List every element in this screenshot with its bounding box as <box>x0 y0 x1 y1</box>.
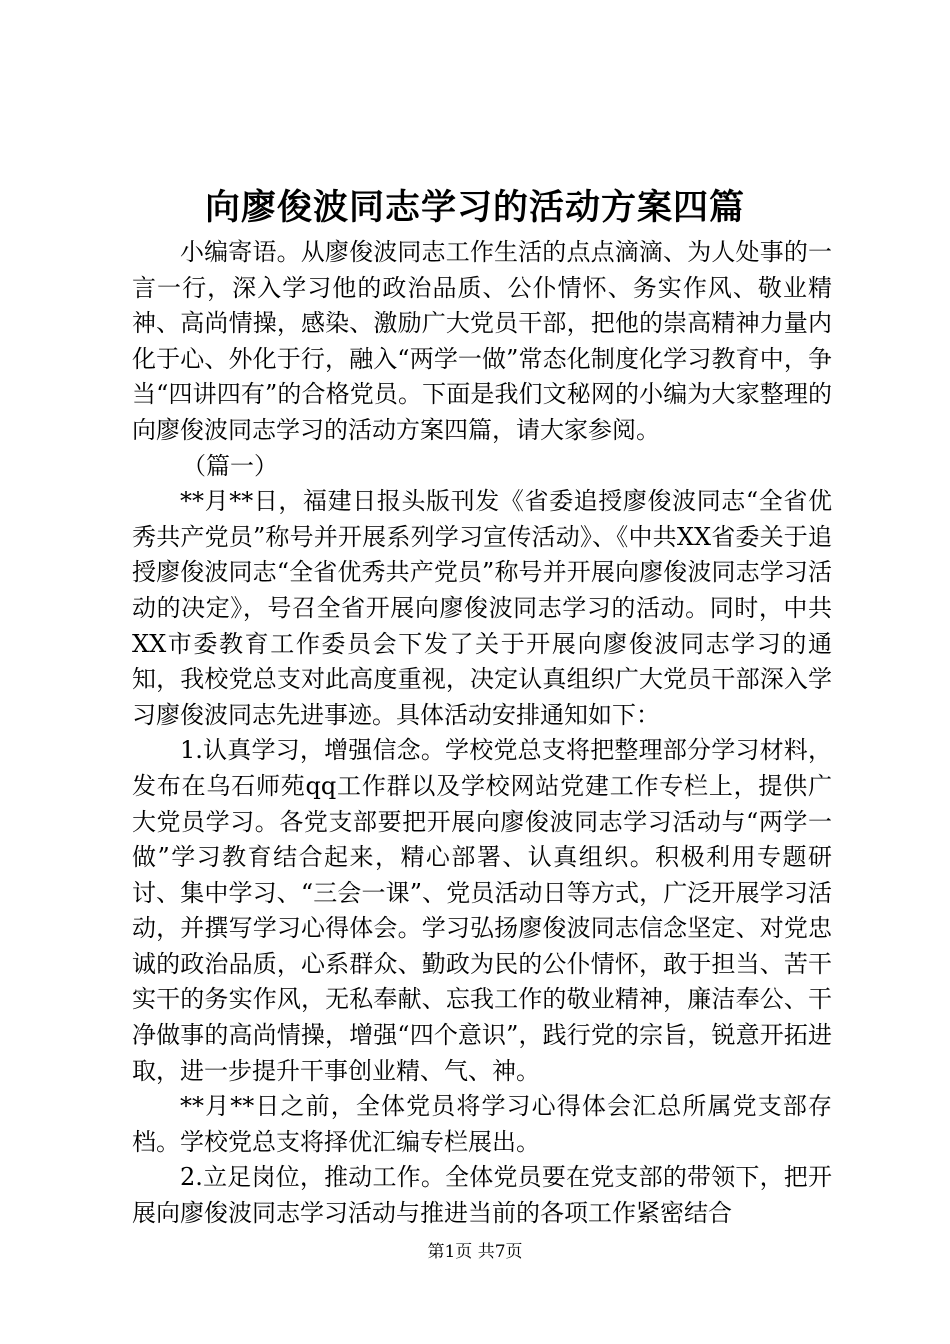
page-number-footer: 第1页 共7页 <box>427 1242 523 1262</box>
body-paragraph: 2.立足岗位，推动工作。全体党员要在党支部的带领下，把开展向廖俊波同志学习活动与推进当前的各项工作紧密结合 <box>132 1163 832 1228</box>
body-paragraph: **月**日之前，全体党员将学习心得体会汇总所属党支部存档。学校党总支将择优汇编专栏展出。 <box>132 1092 832 1156</box>
document-body <box>132 235 832 1232</box>
document-title: 向廖俊波同志学习的活动方案四篇 <box>204 187 745 228</box>
body-paragraph: **月**日，福建日报头版刊发《省委追授廖俊波同志“全省优秀共产党员”称号并开展系列学习宣传活动》、《中共XX省委关于追授廖俊波同志“全省优秀共产党员”称号并开展向廖俊波同志学习活动的决定》，号召全省开展向廖俊波同志学习的活动。同时，中共XX市委教育工作委员会下发了关于开展向廖俊波同志学习的通知，我校党总支对此高度重视，决定认真组织广大党员干部深入学习廖俊波同志先进事迹。具体活动安排通知如下： <box>132 487 832 729</box>
body-paragraph: 1.认真学习，增强信念。学校党总支将把整理部分学习材料，发布在乌石师苑qq工作群以及学校网站党建工作专栏上，提供广大党员学习。各党支部要把开展向廖俊波同志学习活动与“两学一做”学习教育结合起来，精心部署、认真组织。积极利用专题研讨、集中学习、“三会一课”、党员活动日等方式，广泛开展学习活动，并撰写学习心得体会。学习弘扬廖俊波同志信念坚定、对党忠诚的政治品质，心系群众、勤政为民的公仆情怀，敢于担当、苦干实干的务实作风，无私奉献、忘我工作的敬业精神，廉洁奉公、干净做事的高尚情操，增强“四个意识”，践行党的宗旨，锐意开拓进取，进一步提升干事创业精、气、神。 <box>132 736 832 1085</box>
chapter-heading: （篇一） <box>182 451 278 480</box>
intro-paragraph: 小编寄语。从廖俊波同志工作生活的点点滴滴、为人处事的一言一行，深入学习他的政治品质、公仆情怀、务实作风、敬业精神、高尚情操，感染、激励广大党员干部，把他的崇高精神力量内化于心、外化于行，融入“两学一做”常态化制度化学习教育中，争当“四讲四有”的合格党员。下面是我们文秘网的小编为大家整理的向廖俊波同志学习的活动方案四篇，请大家参阅。 <box>132 238 832 444</box>
